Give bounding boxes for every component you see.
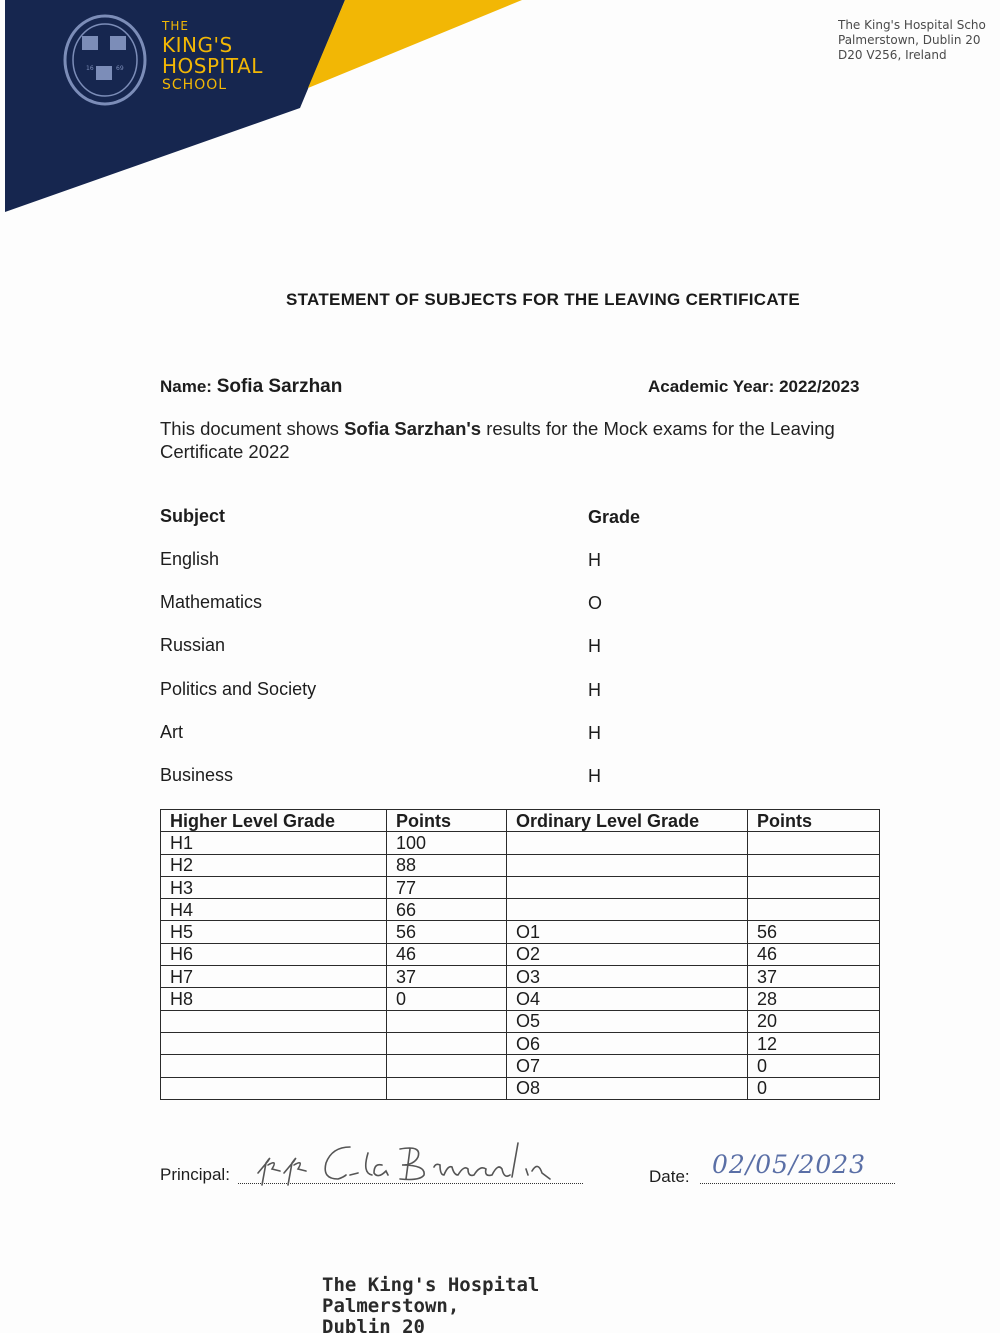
subject-column-header: Subject: [160, 506, 226, 526]
handwritten-date: 02/05/2023: [712, 1150, 867, 1179]
table-row: H7 37 O3 37: [161, 966, 880, 988]
subject-list: [160, 549, 660, 808]
principal-label: Principal:: [160, 1165, 230, 1184]
student-name-row: Name: Sofia Sarzhan: [160, 376, 343, 397]
subject-row: Mathematics O: [160, 592, 603, 614]
date-label: Date:: [649, 1167, 690, 1186]
svg-text:16: 16: [86, 65, 94, 72]
grade-column-header: Grade: [588, 507, 641, 527]
svg-text:69: 69: [116, 65, 124, 72]
subject-row: Politics and Society H: [160, 678, 601, 700]
document-title: STATEMENT OF SUBJECTS FOR THE LEAVING CERTIFICATE: [286, 290, 800, 309]
table-row: H3 77: [161, 876, 880, 898]
table-row: O7 0: [161, 1055, 880, 1077]
school-address: The King's Hospital Scho Palmerstown, Dublin 20 D20 V256, Ireland: [838, 18, 986, 62]
table-row: H2 88: [161, 854, 880, 876]
table-row: H5 56 O1 56: [161, 921, 880, 943]
school-stamp: The King's Hospital Palmerstown, Dublin 20: [322, 1274, 540, 1333]
principal-signature: [250, 1135, 590, 1190]
student-name: Sofia Sarzhan: [216, 376, 343, 397]
academic-year-row: Academic Year: 2022/2023: [648, 377, 860, 396]
table-row: H1 100: [161, 832, 880, 854]
intro-paragraph: This document shows Sofia Sarzhan's results for the Mock exams for the Leaving Certificate 2022: [160, 418, 835, 462]
subject-row: Russian H: [160, 635, 601, 657]
table-row: O6 12: [161, 1032, 880, 1054]
table-row: O5 20: [161, 1010, 880, 1032]
grade-points-table: [160, 809, 880, 1100]
subject-row: Art H: [160, 721, 601, 743]
table-row: H4 66: [161, 899, 880, 921]
subject-row: Business H: [160, 764, 601, 786]
school-crest-logo: [60, 8, 150, 108]
date-line: [700, 1183, 895, 1184]
table-header-row: Higher Level Grade Points Ordinary Level Grade Points: [161, 810, 880, 832]
school-name: THE KING'S HOSPITAL SCHOOL: [162, 19, 263, 93]
table-row: H6 46 O2 46: [161, 943, 880, 965]
academic-year-value: 2022/2023: [779, 377, 860, 396]
table-row: O8 0: [161, 1077, 880, 1099]
subject-row: English H: [160, 549, 601, 570]
table-row: H8 0 O4 28: [161, 988, 880, 1010]
